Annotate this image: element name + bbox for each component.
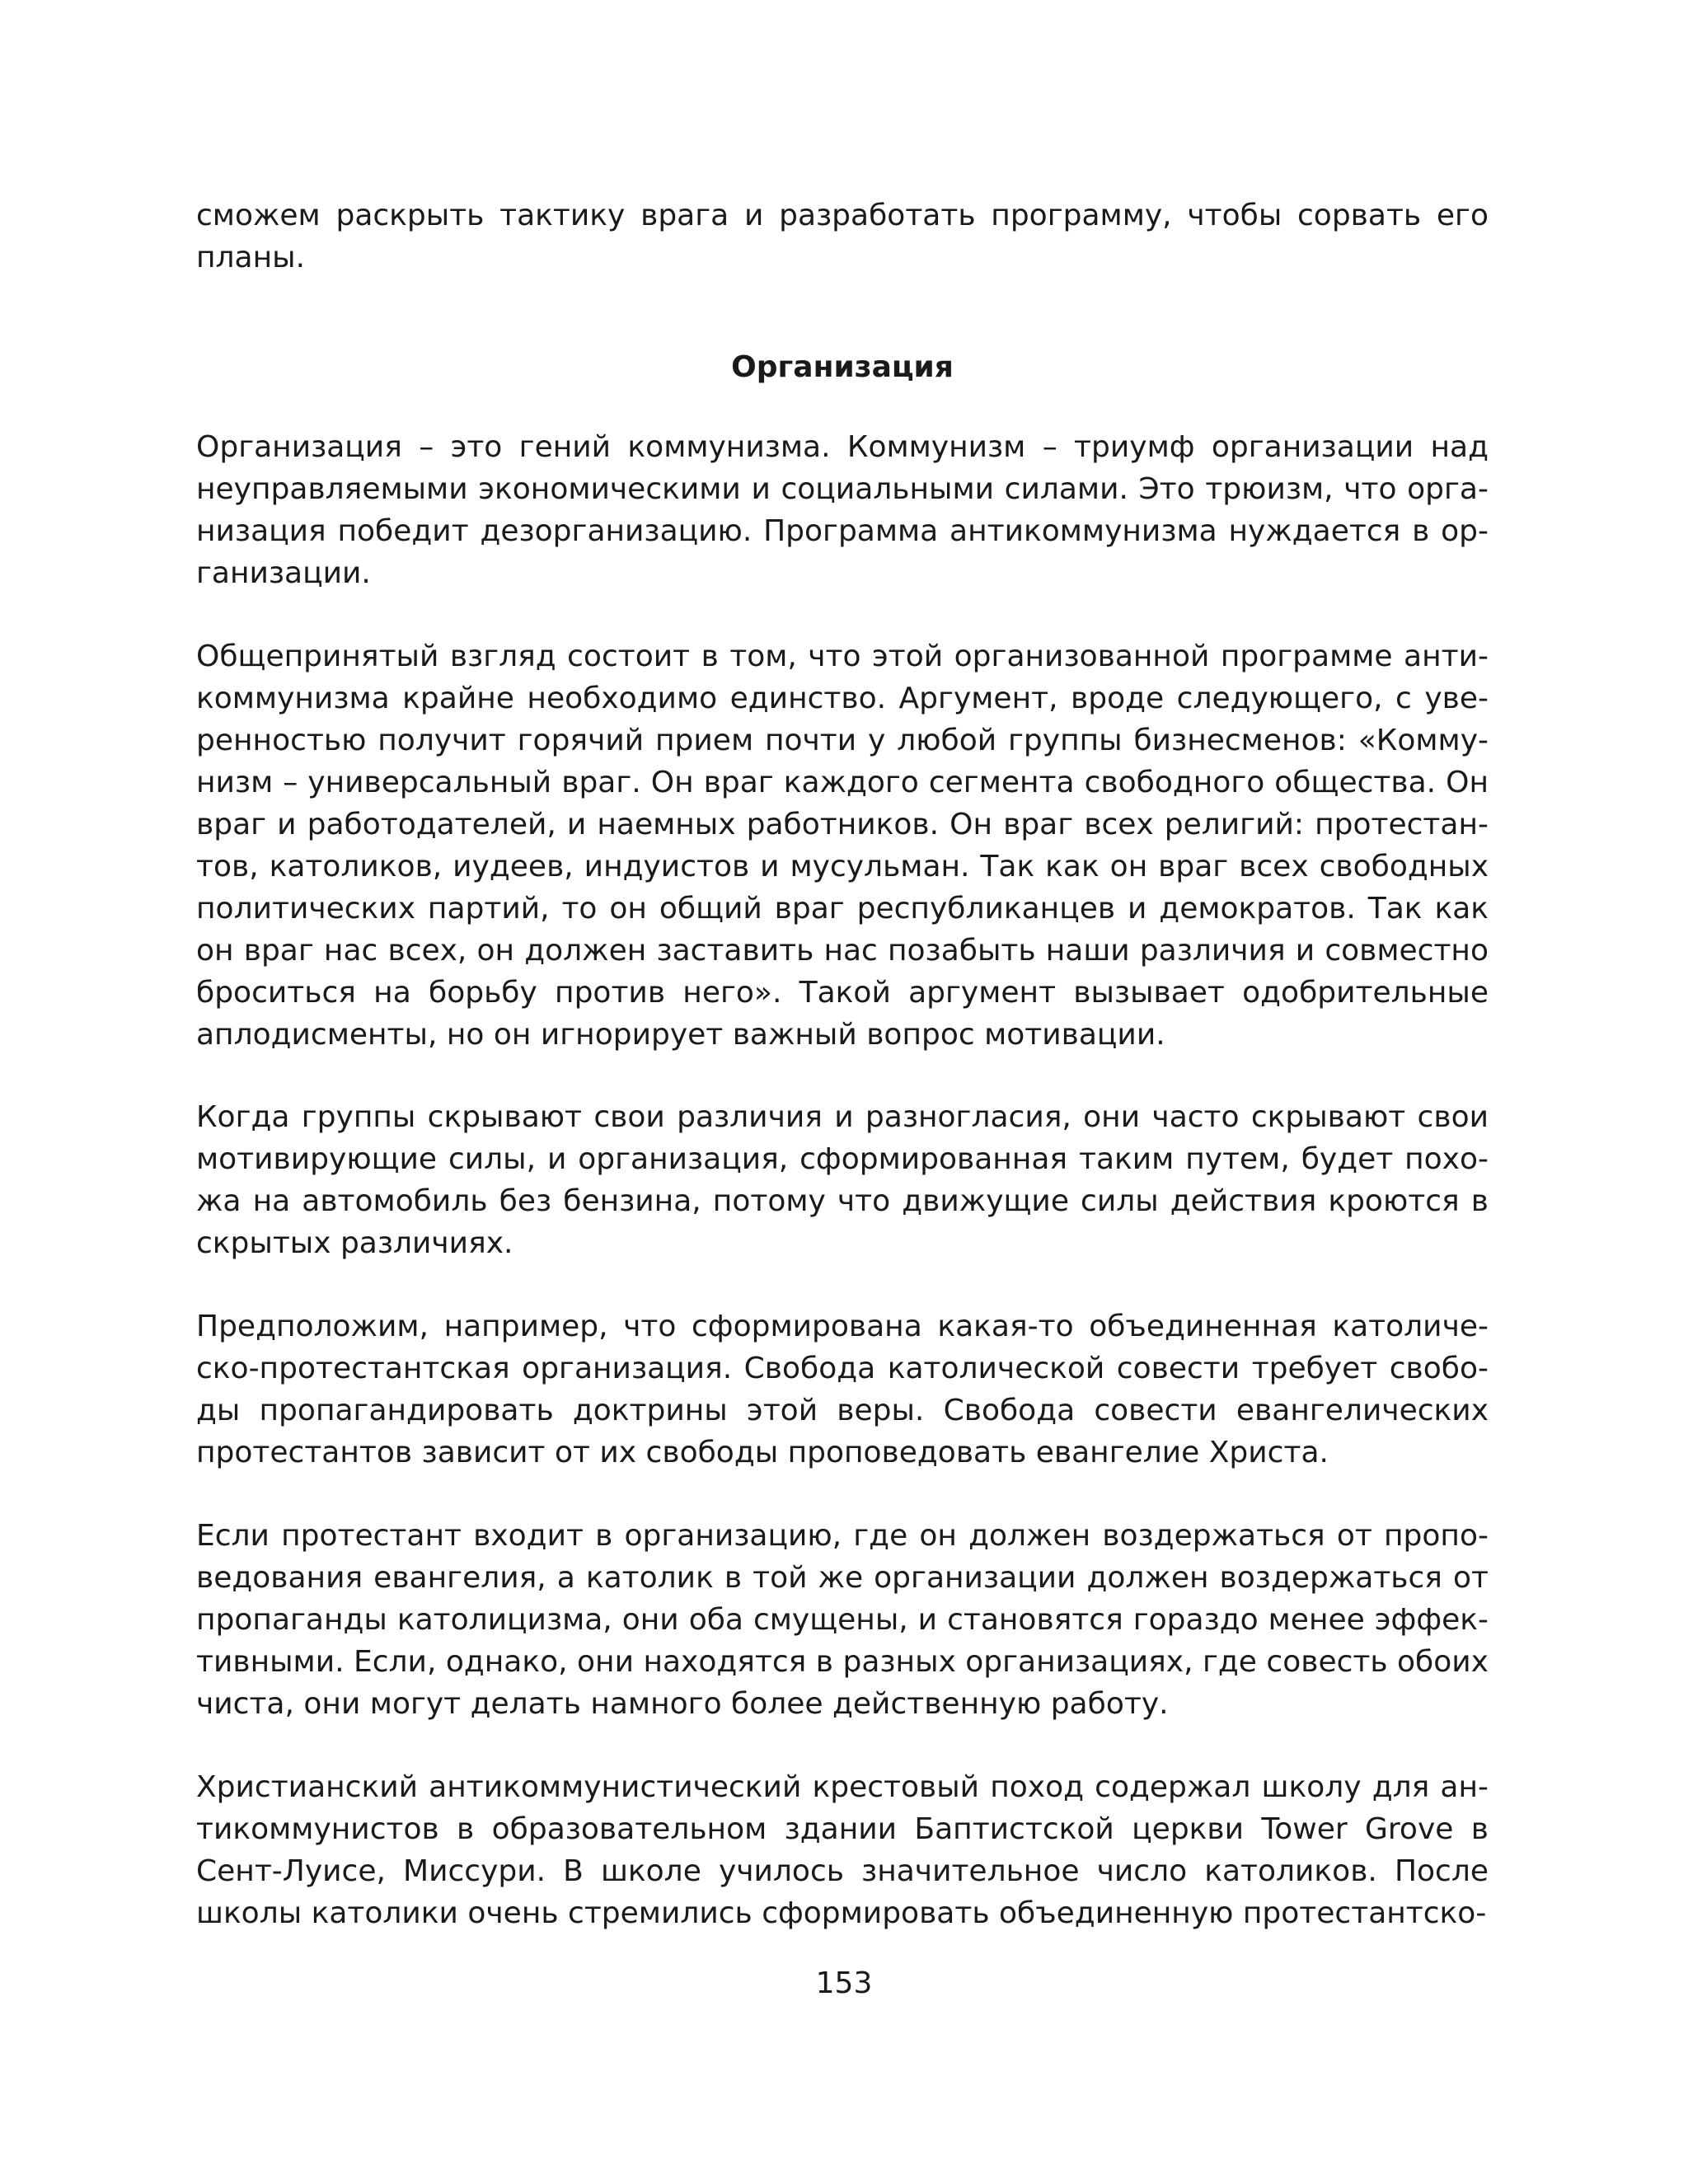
paragraph: Организация – это гений коммунизма. Коммунизм – триумф организации над неуправляемыми экономическими и социальными силами. Это трюизм, что организация победит дезорганизацию. Программа антикоммунизма нуждается в организации. bbox=[196, 430, 1489, 590]
continuation-paragraph: сможем раскрыть тактику врага и разработать программу, чтобы сорвать его планы. bbox=[196, 199, 1489, 274]
paragraph: Христианский антикоммунистический крестовый поход содержал школу для антикоммунистов в образовательном здании Баптистской церкви Tower Grove в Сент-Луисе, Миссури. В школе училось значительное число католиков. После школы католики очень стремились сформировать объединенную протестантско- bbox=[196, 1770, 1489, 1930]
section-heading: Организация bbox=[731, 350, 954, 384]
paragraph: Когда группы скрывают свои различия и разногласия, они часто скрывают свои мотивирующие силы, и организация, сформированная таким путем, будет похожа на автомобиль без бензина, потому что движущие силы действия кроются в скрытых различиях. bbox=[196, 1100, 1489, 1260]
paragraph: Общепринятый взгляд состоит в том, что этой организованной программе антикоммунизма крайне необходимо единство. Аргумент, вроде следующего, с уверенностью получит горячий прием почти у любой группы бизнесменов: «Коммунизм – универсальный враг. Он враг каждого сегмента свободного общества. Он враг и работодателей, и наемных работников. Он враг всех религий: протестантов, католиков, иудеев, индуистов и мусульман. Так как он враг всех свободных политических партий, то он общий враг республиканцев и демократов. Так как он враг нас всех, он должен заставить нас позабыть наши различия и совместно броситься на борьбу против него». Такой аргумент вызывает одобрительные аплодисменты, но он игнорирует важный вопрос мотивации. bbox=[196, 640, 1489, 1052]
page-number: 153 bbox=[815, 1966, 873, 2000]
paragraph: Если протестант входит в организацию, где он должен воздержаться от проповедования евангелия, а католик в той же организации должен воздержаться от пропаганды католицизма, они оба смущены, и становятся гораздо менее эффективными. Если, однако, они находятся в разных организациях, где совесть обоих чиста, они могут делать намного более действенную работу. bbox=[196, 1519, 1489, 1721]
paragraph: Предположим, например, что сформирована какая-то объединенная католическо-протестантская организация. Свобода католической совести требует свободы пропагандировать доктрины этой веры. Свобода совести евангелических протестантов зависит от их свободы проповедовать евангелие Христа. bbox=[196, 1310, 1489, 1469]
